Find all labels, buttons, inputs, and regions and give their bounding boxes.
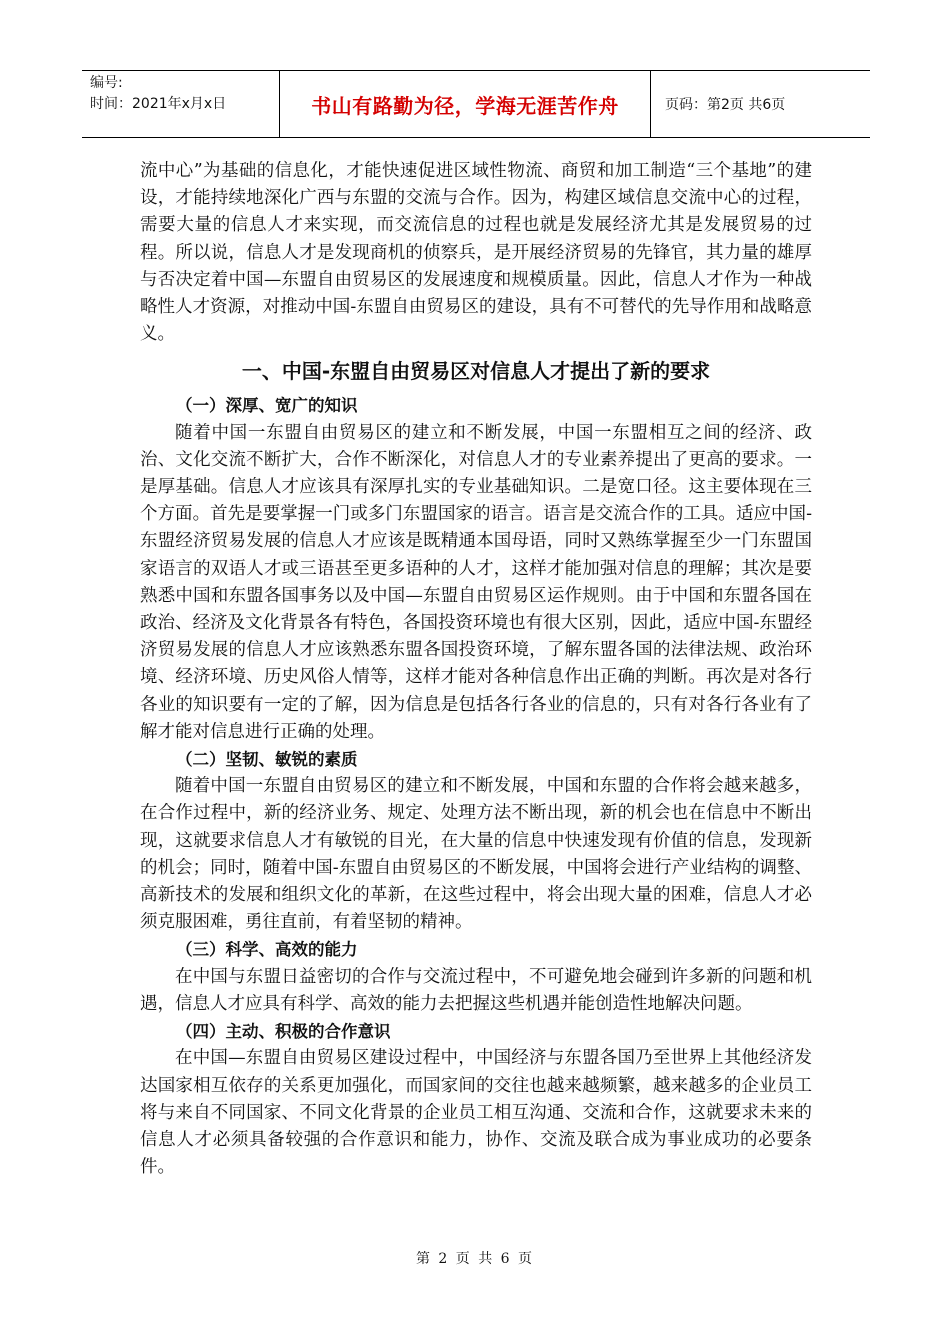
subsection-title-3: （三）科学、高效的能力 bbox=[176, 940, 358, 960]
subsection-paragraph-3: 在中国与东盟日益密切的合作与交流过程中，不可避免地会碰到许多新的问题和机遇，信息人才应具有科学、高效的能力去把握这些机遇并能创造性地解决问题。 bbox=[140, 966, 812, 1014]
header-motto: 书山有路勤为径，学海无涯苦作舟 bbox=[280, 71, 651, 137]
header-page-info: 页码：第2页 共6页 bbox=[665, 97, 786, 113]
document-date: 时间：2021年x月x日 bbox=[90, 96, 227, 112]
subsection-title-1: （一）深厚、宽广的知识 bbox=[176, 396, 358, 416]
intro-paragraph: 流中心”为基础的信息化，才能快速促进区域性物流、商贸和加工制造“三个基地”的建设，才能持续地深化广西与东盟的交流与合作。因为，构建区域信息交流中心的过程，需要大量的信息人才来实现，而交流信息的过程也就是发展经济尤其是发展贸易的过程。所以说，信息人才是发现商机的侦察兵，是开展经济贸易的先锋官，其力量的雄厚与否决定着中国—东盟自由贸易区的发展速度和规模质量。因此，信息人才作为一种战略性人才资源，对推动中国-东盟自由贸易区的建设，具有不可替代的先导作用和战略意义。 bbox=[140, 161, 812, 345]
subsection-title-4: （四）主动、积极的合作意识 bbox=[176, 1022, 391, 1042]
header-meta bbox=[82, 71, 280, 137]
document-number-label: 编号: bbox=[90, 75, 123, 91]
subsection-paragraph-4: 在中国—东盟自由贸易区建设过程中，中国经济与东盟各国乃至世界上其他经济发达国家相互依存的关系更加强化，而国家间的交往也越来越频繁，越来越多的企业员工将与来自不同国家、不同文化背景的企业员工相互沟通、交流和合作，这就要求未来的信息人才必须具备较强的合作意识和能力，协作、交流及联合成为事业成功的必要条件。 bbox=[140, 1048, 812, 1178]
section-title: 一、中国-东盟自由贸易区对信息人才提出了新的要求 bbox=[241, 359, 711, 384]
page-header bbox=[82, 70, 870, 138]
subsection-paragraph-2: 随着中国一东盟自由贸易区的建立和不断发展，中国和东盟的合作将会越来越多，在合作过程中，新的经济业务、规定、处理方法不断出现，新的机会也在信息中不断出现，这就要求信息人才有敏锐的目光，在大量的信息中快速发现有价值的信息，发现新的机会；同时，随着中国-东盟自由贸易区的不断发展，中国将会进行产业结构的调整、高新技术的发展和组织文化的革新，在这些过程中，将会出现大量的困难，信息人才必须克服困难，勇往直前，有着坚韧的精神。 bbox=[140, 776, 812, 933]
subsection-paragraph-1: 随着中国一东盟自由贸易区的建立和不断发展，中国一东盟相互之间的经济、政治、文化交流不断扩大，合作不断深化，对信息人才的专业素养提出了更高的要求。一是厚基础。信息人才应该具有深厚扎实的专业基础知识。二是宽口径。这主要体现在三个方面。首先是要掌握一门或多门东盟国家的语言。语言是交流合作的工具。适应中国-东盟经济贸易发展的信息人才应该是既精通本国母语，同时又熟练掌握至少一门东盟国家语言的双语人才或三语甚至更多语种的人才，这样才能加强对信息的理解；其次是要熟悉中国和东盟各国事务以及中国—东盟自由贸易区运作规则。由于中国和东盟各国在政治、经济及文化背景各有特色，各国投资环境也有很大区别，因此，适应中国-东盟经济贸易发展的信息人才应该熟悉东盟各国投资环境，了解东盟各国的法律法规、政治环境、经济环境、历史风俗人情等，这样才能对各种信息作出正确的判断。再次是对各行各业的知识要有一定的了解，因为信息是包括各行各业的信息的，只有对各行各业有了解才能对信息进行正确的处理。 bbox=[140, 422, 812, 742]
page-footer: 第 2 页 共 6 页 bbox=[415, 1251, 535, 1267]
subsection-title-2: （二）坚韧、敏锐的素质 bbox=[176, 750, 358, 770]
document-body bbox=[140, 158, 812, 1181]
